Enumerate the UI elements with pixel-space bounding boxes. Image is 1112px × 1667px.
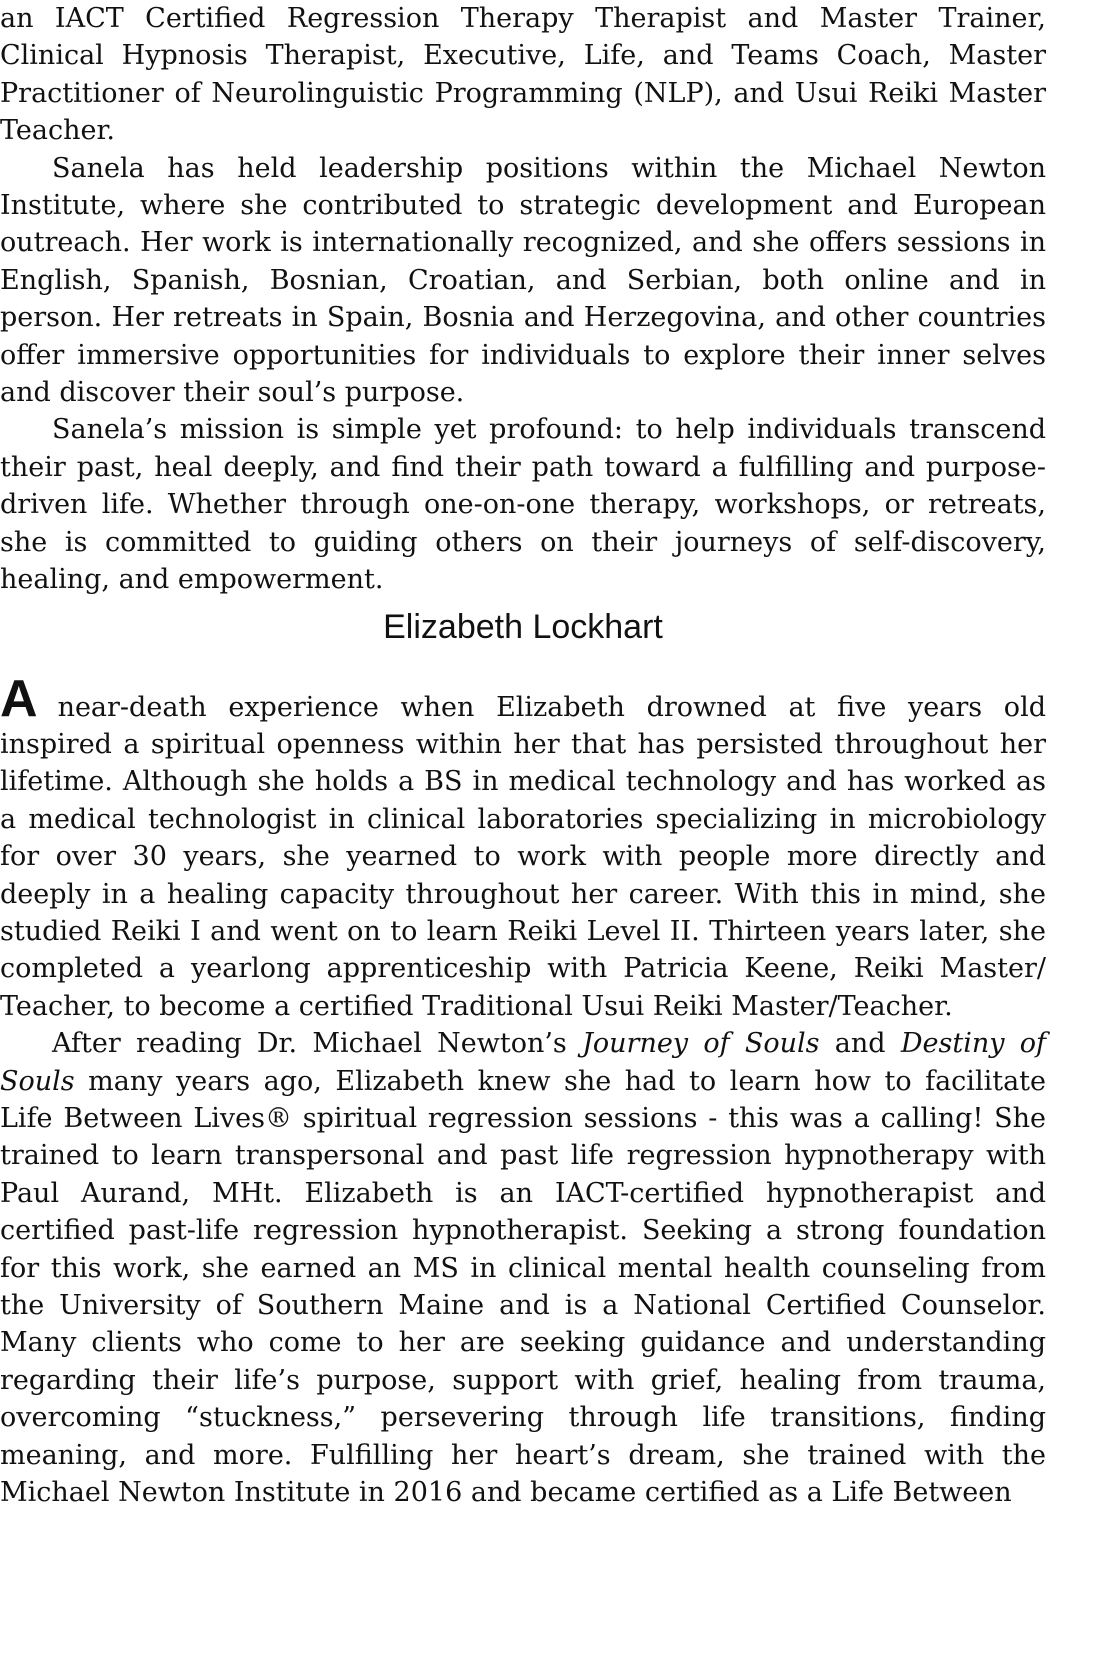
bio-paragraph-training [0,1025,1046,1511]
bio-paragraph-continued: an IACT Certified Regression Therapy Therapist and Master Trainer, Clinical Hypnosis Therapist, Executive, Life, and Teams Coach, Master Practitioner of Neurolinguistic Programming (NLP), and Usui Reiki Master Teacher. [0,3,1046,147]
training-intro-text: After reading Dr. Michael Newton’s [52,1028,583,1060]
sanela-bio-section [0,0,1046,599]
bio-paragraph-near-death-text: near-death experience when Elizabeth drowned at five years old inspired a spiritual openness within her that has persisted throughout her lifetime. Although she holds a BS in medical technology and has worked as a medical technologist in clinical laboratories specializing in microbiology for over 30 years, she yearned to work with people more directly and deeply in a healing capacity throughout her career. With this in mind, she studied Reiki I and went on to learn Reiki Level II. Thirteen years later, she completed a yearlong apprenticeship with Patricia Keene, Reiki Master/ Teacher, to become a certified Traditional Usui Reiki Master/Teacher. [0,691,1046,1022]
book-title-journey-of-souls: Journey of Souls [582,1028,820,1060]
bio-paragraph-leadership: Sanela has held leadership positions within the Michael Newton Institute, where she contributed to strategic development and European outreach. Her work is internationally recognized, and she offers sessions in English, Spanish, Bosnian, Croatian, and Serbian, both online and in person. Her retreats in Spain, Bosnia and Herzegovina, and other countries offer immersive opportunities for individuals to explore their inner selves and discover their soul’s purpose. [0,152,1046,409]
training-rest-text: many years ago, Elizabeth knew she had to learn how to facilitate Life Between Lives® spiritual regression sessions - this was a calling! She trained to learn transpersonal and past life regression hypnotherapy with Paul Aurand, MHt. Elizabeth is an IACT-certified hypnotherapist and certified past-life regression hypnotherapist. Seeking a strong foundation for this work, she earned an MS in clinical mental health counseling from the University of Southern Maine and is a National Certified Counselor. Many clients who come to her are seeking guidance and understanding regarding their life’s purpose, support with grief, healing from trauma, overcoming “stuckness,” persevering through life transitions, finding meaning, and more. Fulfilling her heart’s dream, she trained with the Michael Newton Institute in 2016 and became certified as a Life Between [0,1065,1046,1509]
bio-paragraph-mission: Sanela’s mission is simple yet profound: to help individuals transcend their past, heal deeply, and find their path toward a fulfilling and purpose-driven life. Whether through one-on-one therapy, workshops, or retreats, she is committed to guiding others on their journeys of self-discovery, healing, and empowerment. [0,414,1046,596]
elizabeth-bio-section [0,599,1046,1512]
section-heading-name: Elizabeth Lockhart [383,607,663,646]
training-connector-text: and [819,1028,901,1060]
book-title-destiny-of-souls: Destiny of Souls [0,1028,1047,1097]
drop-cap-letter: A [0,669,38,728]
bio-paragraph-near-death [0,669,1046,1026]
